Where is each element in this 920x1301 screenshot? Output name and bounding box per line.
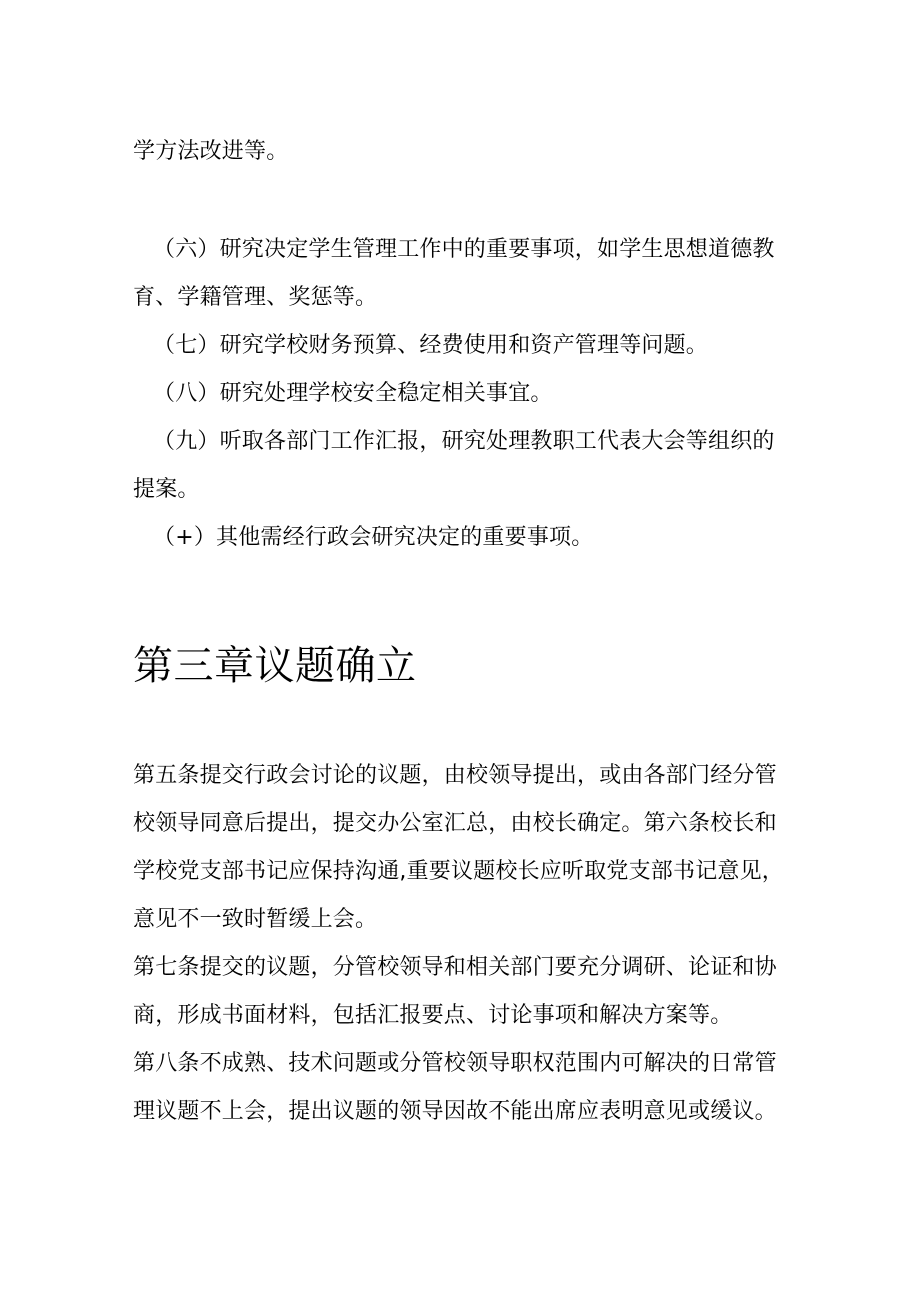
continuation-text: 学方法改进等。 — [133, 139, 289, 164]
article-paragraph: 第七条提交的议题，分管校领导和相关部门要充分调研、论证和协商，形成书面材料，包括汇报要点、讨论事项和解决方案等。 — [133, 955, 777, 1028]
list-item: （六）研究决定学生管理工作中的重要事项，如学生思想道德教育、学籍管理、奖惩等。 — [133, 237, 775, 310]
chapter-heading: 第三章议题确立 — [133, 643, 417, 689]
article-paragraph: 第五条提交行政会讨论的议题，由校领导提出，或由各部门经分管校领导同意后提出，提交办公室汇总，由校长确定。第六条校长和学校党支部书记应保持沟通,重要议题校长应听取党支部书记意见，意见不一致时暂缓上会。 — [133, 763, 784, 932]
list-item: （九）听取各部门工作汇报，研究处理教职工代表大会等组织的提案。 — [133, 429, 775, 502]
article-paragraph: 第八条不成熟、技术问题或分管校领导职权范围内可解决的日常管理议题不上会，提出议题的领导因故不能出席应表明意见或缓议。 — [133, 1051, 777, 1124]
list-item: （+）其他需经行政会研究决定的重要事项。 — [153, 525, 594, 550]
list-item: （七）研究学校财务预算、经费使用和资产管理等问题。 — [153, 333, 709, 358]
list-item: （八）研究处理学校安全稳定相关事宜。 — [153, 381, 553, 406]
